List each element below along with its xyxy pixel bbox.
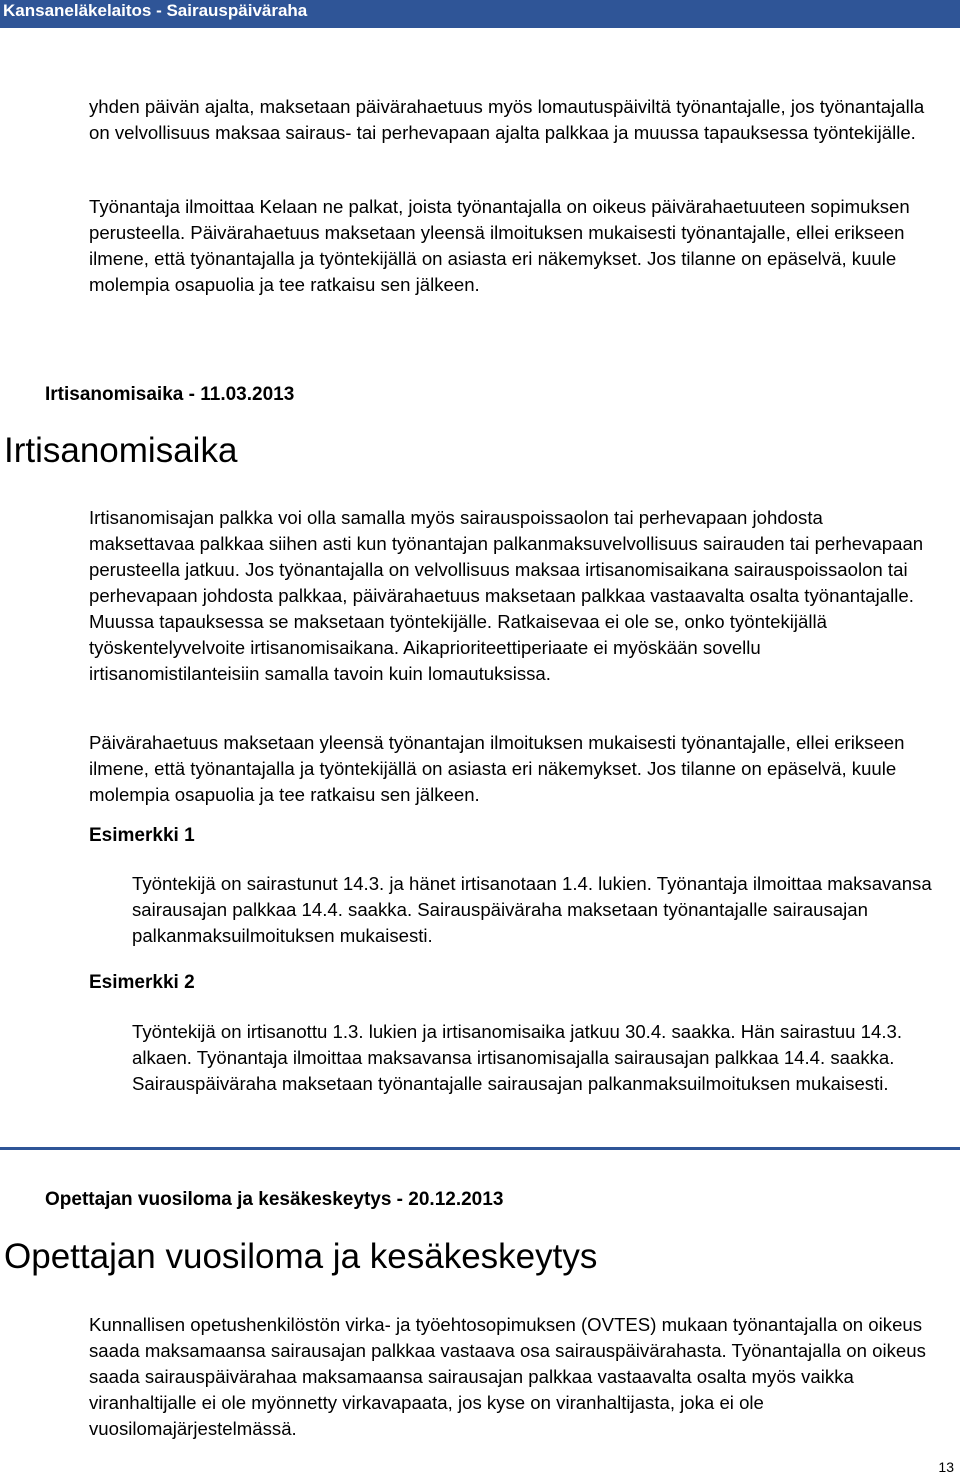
intro-paragraph-2: Työnantaja ilmoittaa Kelaan ne palkat, joista työnantajalla on oikeus päivärahaetuuteen sopimuksen perusteella. Päivärahaetuus maksetaan yleensä ilmoituksen mukaisesti työnantajalle, ellei erikseen ilmene, että työnantajalla ja työntekijällä on asiasta eri näkemykset. Jos tilanne on epäselvä, kuule molempia osapuolia ja tee ratkaisu sen jälkeen. — [89, 196, 910, 295]
example-2-text: Työntekijä on irtisanottu 1.3. lukien ja irtisanomisaika jatkuu 30.4. saakka. Hän sairastuu 14.3. alkaen. Työnantaja ilmoittaa maksavansa irtisanomisajalla sairausajan palkkaa 14.4. saakka. Sairauspäiväraha maksetaan työnantajalle sairausajan palkanmaksuilmoituksen mukaisesti. — [132, 1021, 902, 1094]
page-number: 13 — [938, 1459, 954, 1475]
section-title-opettajan-vuosiloma: Opettajan vuosiloma ja kesäkeskeytys — [4, 1237, 598, 1276]
irtisanomisaika-paragraph-2: Päivärahaetuus maksetaan yleensä työnantajan ilmoituksen mukaisesti työnantajalle, ellei erikseen ilmene, että työnantajalla ja työntekijällä on asiasta eri näkemykset. Jos tilanne on epäselvä, kuule molempia osapuolia ja tee ratkaisu sen jälkeen. — [89, 732, 905, 805]
example-1-text: Työntekijä on sairastunut 14.3. ja hänet irtisanotaan 1.4. lukien. Työnantaja ilmoittaa maksavansa sairausajan palkkaa 14.4. saakka. Sairauspäiväraha maksetaan työnantajalle sairausajan palkanmaksuilmoituksen mukaisesti. — [132, 873, 932, 946]
running-header — [0, 0, 960, 26]
example-1-heading: Esimerkki 1 — [89, 825, 195, 846]
intro-paragraph-1: yhden päivän ajalta, maksetaan päivärahaetuus myös lomautuspäiviltä työnantajalle, jos työnantajalla on velvollisuus maksaa sairaus- tai perhevapaan ajalta palkkaa ja muussa tapauksessa työntekijälle. — [89, 96, 925, 143]
section-meta-title-irtisanomisaika: Irtisanomisaika - 11.03.2013 — [45, 384, 295, 405]
running-header-title: Kansaneläkelaitos - Sairauspäiväraha — [3, 1, 308, 20]
irtisanomisaika-paragraph-1: Irtisanomisajan palkka voi olla samalla myös sairauspoissaolon tai perhevapaan johdosta maksettavaa palkkaa siihen asti kun työnantajan palkanmaksuvelvollisuus sairauden tai perhevapaan perusteella jatkuu. Jos työnantajalla on velvollisuus maksaa irtisanomisaikana sairauspoissaolon tai perhevapaan johdosta palkkaa, päivärahaetuus maksetaan palkkaa vastaavalta osalta työnantajalle. Muussa tapauksessa se maksetaan työntekijälle. Ratkaisevaa ei ole se, onko työntekijällä työskentelyvelvoite irtisanomisaikana. Aikaprioriteettiperiaate ei myöskään sovellu irtisanomistilanteisiin samalla tavoin kuin lomautuksissa. — [89, 507, 924, 684]
example-2-heading: Esimerkki 2 — [89, 972, 195, 993]
section-meta-title-opettajan-vuosiloma: Opettajan vuosiloma ja kesäkeskeytys - 20.12.2013 — [45, 1189, 504, 1210]
section-divider — [0, 1147, 960, 1150]
section-title-irtisanomisaika: Irtisanomisaika — [4, 431, 238, 470]
opettajan-vuosiloma-paragraph-1: Kunnallisen opetushenkilöstön virka- ja työehtosopimuksen (OVTES) mukaan työnantajalla on oikeus saada maksamaansa sairausajan palkkaa vastaava osa sairauspäivärahasta. Työnantajalla on oikeus saada sairauspäivärahaa maksamaansa sairausajan palkkaa vastaavalta osalta myös vaikka viranhaltijalle ei ole myönnetty virkavapaata, jos kyse on viranhaltijasta, joka ei ole vuosilomajärjestelmässä. — [89, 1314, 926, 1439]
header-divider — [0, 26, 960, 28]
